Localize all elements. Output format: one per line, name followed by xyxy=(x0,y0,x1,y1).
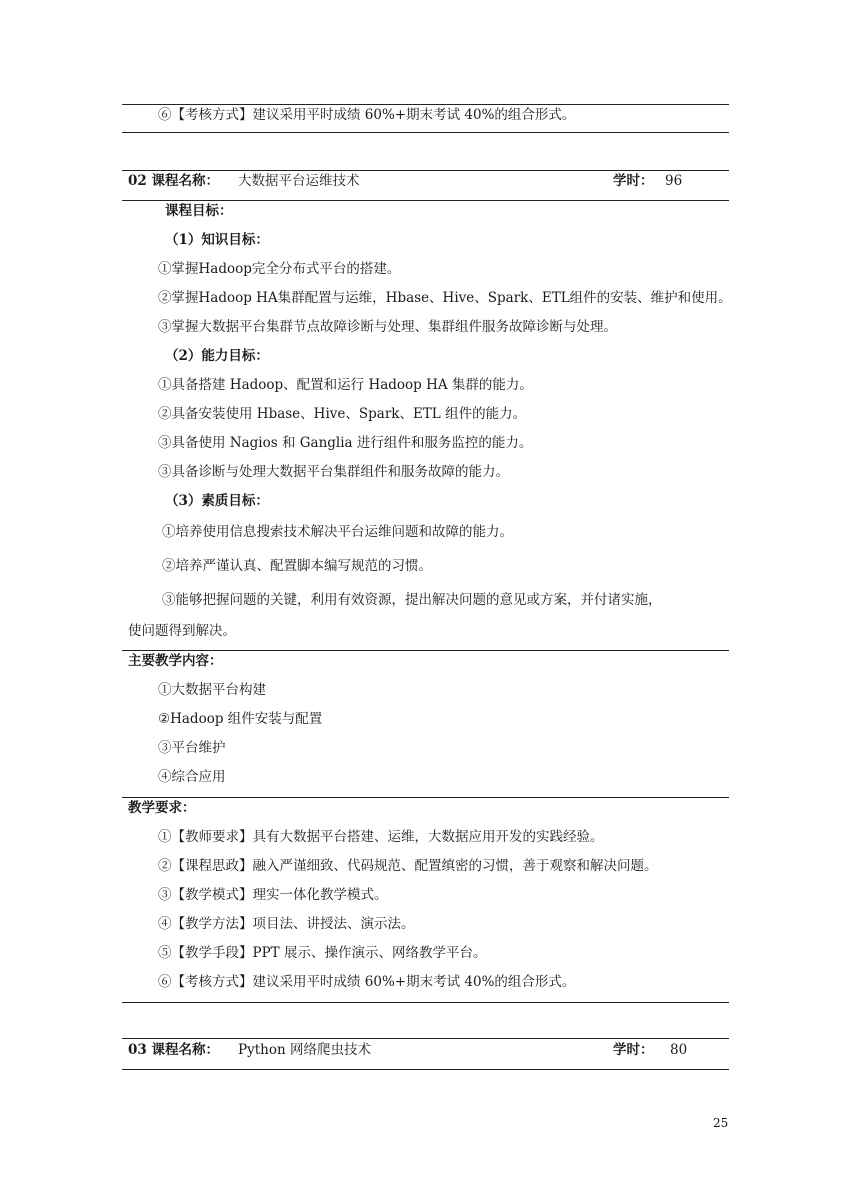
course2-name: 大数据平台运维技术 xyxy=(238,173,360,189)
course2-label: 02 课程名称： xyxy=(128,173,219,189)
course3-header xyxy=(128,1041,728,1059)
course2-header xyxy=(128,172,728,190)
course3-name: Python 网络爬虫技术 xyxy=(238,1042,371,1058)
requirement-item: ⑤【教学手段】PPT 展示、操作演示、网络教学平台。 xyxy=(158,945,487,961)
course3-hours: 80 xyxy=(670,1042,688,1058)
goals-title: 课程目标： xyxy=(165,203,233,219)
requirement-item: ③【教学模式】理实一体化教学模式。 xyxy=(158,887,388,903)
requirement-item: ①【教师要求】具有大数据平台搭建、运维，大数据应用开发的实践经验。 xyxy=(158,829,604,845)
quality-title: （3）素质目标： xyxy=(165,493,269,509)
quality-item: ③能够把握问题的关键，利用有效资源，提出解决问题的意见或方案，并付诸实施， xyxy=(162,592,662,608)
requirement-item: ④【教学方法】项目法、讲授法、演示法。 xyxy=(158,916,415,932)
knowledge-item: ③掌握大数据平台集群节点故障诊断与处理、集群组件服务故障诊断与处理。 xyxy=(158,319,617,335)
content-top-rule xyxy=(122,650,729,651)
quality-item: ①培养使用信息搜索技术解决平台运维问题和故障的能力。 xyxy=(162,524,513,540)
course3-top-rule xyxy=(122,1038,729,1039)
ability-item: ②具备安装使用 Hbase、Hive、Spark、ETL 组件的能力。 xyxy=(158,406,527,422)
ability-item: ①具备搭建 Hadoop、配置和运行 Hadoop HA 集群的能力。 xyxy=(158,377,533,393)
course2-bottom-rule xyxy=(122,1002,729,1003)
ability-title: （2）能力目标： xyxy=(165,348,269,364)
course3-header-rule xyxy=(122,1069,729,1070)
quality-item: ②培养严谨认真、配置脚本编写规范的习惯。 xyxy=(162,558,432,574)
prev-assessment: ⑥【考核方式】建议采用平时成绩 60%+期末考试 40%的组合形式。 xyxy=(158,107,576,123)
requirements-top-rule xyxy=(122,797,729,798)
course2-top-rule xyxy=(122,170,729,171)
requirements-title: 教学要求： xyxy=(128,800,196,816)
page-number: 25 xyxy=(713,1116,729,1130)
requirement-item: ⑥【考核方式】建议采用平时成绩 60%+期末考试 40%的组合形式。 xyxy=(158,974,576,990)
top-rule xyxy=(122,104,729,105)
content-item: ②Hadoop 组件安装与配置 xyxy=(158,711,323,727)
course3-label: 03 课程名称： xyxy=(128,1042,219,1058)
knowledge-item: ①掌握Hadoop完全分布式平台的搭建。 xyxy=(158,261,401,277)
ability-item: ③具备诊断与处理大数据平台集群组件和服务故障的能力。 xyxy=(158,464,509,480)
content-title: 主要教学内容： xyxy=(128,653,223,669)
prev-section-bottom-rule xyxy=(122,132,729,133)
requirement-item: ②【课程思政】融入严谨细致、代码规范、配置缜密的习惯，善于观察和解决问题。 xyxy=(158,858,658,874)
content-item: ③平台维护 xyxy=(158,740,226,756)
course2-hours: 96 xyxy=(665,173,683,189)
knowledge-item: ②掌握Hadoop HA集群配置与运维，Hbase、Hive、Spark、ETL组件的安装、维护和使用。 xyxy=(158,290,732,306)
quality-item-continuation: 使问题得到解决。 xyxy=(128,623,236,639)
course2-header-rule xyxy=(122,200,729,201)
knowledge-title: （1）知识目标： xyxy=(165,232,269,248)
course2-hours-label: 学时： xyxy=(613,173,654,189)
content-item: ④综合应用 xyxy=(158,769,226,785)
ability-item: ③具备使用 Nagios 和 Ganglia 进行组件和服务监控的能力。 xyxy=(158,435,533,451)
content-item: ①大数据平台构建 xyxy=(158,682,266,698)
course3-hours-label: 学时： xyxy=(613,1042,654,1058)
